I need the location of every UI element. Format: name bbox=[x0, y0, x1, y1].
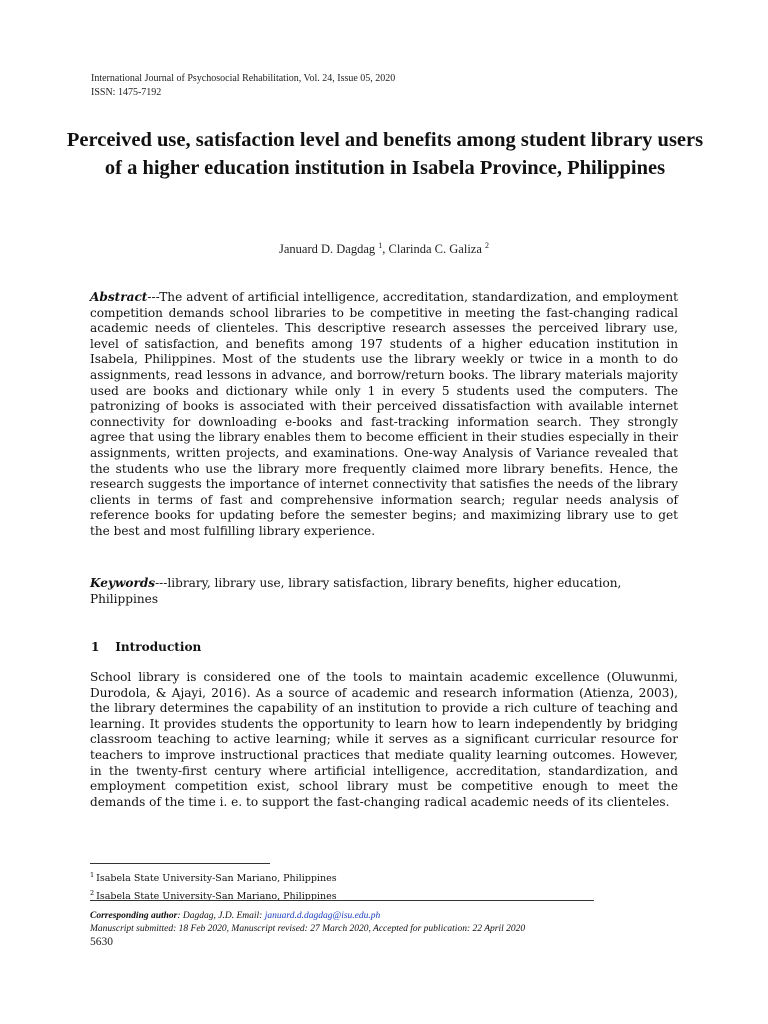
footnote-1 bbox=[90, 868, 337, 886]
abstract-label: Abstract bbox=[90, 290, 148, 304]
author-line bbox=[0, 241, 768, 257]
section-heading-introduction bbox=[91, 640, 201, 654]
corresponding-author-label: Corresponding author bbox=[90, 911, 178, 921]
corresponding-email-link[interactable]: januard.d.dagdag@isu.edu.ph bbox=[264, 911, 381, 921]
author-1-name: Januard D. Dagdag bbox=[278, 242, 376, 256]
abstract bbox=[90, 290, 678, 540]
author-2-name: Clarinda C. Galiza bbox=[388, 242, 482, 256]
corresponding-author-text: : Dagdag, J.D. Email: bbox=[177, 911, 265, 921]
introduction-paragraph: School library is considered one of the tools to maintain academic excellence (Oluwunmi, Durodola, & Ajayi, 2016). As a source of academic and research information (Atienza, 2003), the library determines the capability of an institution to provide a rich culture of teaching and learning. It provides students the opportunity to learn how to learn independently by bridging classroom teaching to active learning; while it serves as a significant curricular resource for teachers to improve instructional practices that mediate quality learning outcomes. However, in the twenty-first century where artificial intelligence, accreditation, standardization, and employment competition exist, school library must be competitive enough to meet the demands of the time i. e. to support the fast-changing radical academic needs of its clienteles. bbox=[90, 670, 678, 809]
section-title: Introduction bbox=[115, 640, 202, 654]
footnote-text: Isabela State University-San Mariano, Philippines bbox=[96, 873, 337, 884]
footnote-text: Isabela State University-San Mariano, Philippines bbox=[96, 891, 337, 902]
author-separator: , bbox=[382, 242, 386, 256]
journal-header bbox=[91, 72, 395, 100]
footnote-mark: 1 bbox=[90, 871, 95, 879]
author-2-affiliation-mark: 2 bbox=[485, 241, 490, 250]
keywords-text: ---library, library use, library satisfaction, library benefits, higher education, Philippines bbox=[90, 576, 622, 606]
corresponding-author-info bbox=[90, 910, 525, 936]
author-1-affiliation-mark: 1 bbox=[378, 241, 383, 250]
footer-divider bbox=[90, 900, 594, 901]
keywords bbox=[90, 576, 678, 607]
journal-issn: ISSN: 1475-7192 bbox=[91, 87, 162, 98]
footnote-2 bbox=[90, 886, 337, 904]
section-number: 1 bbox=[91, 640, 100, 654]
corresponding-author-line bbox=[90, 910, 525, 923]
journal-citation: International Journal of Psychosocial Rehabilitation, Vol. 24, Issue 05, 2020 bbox=[91, 73, 396, 84]
abstract-text: ---The advent of artificial intelligence, accreditation, standardization, and employment competition demands school libraries to be competitive in meeting the fast-changing radical academic needs of clienteles. This descriptive research assesses the perceived library use, level of satisfaction, and benefits among 197 students of a higher education institution in Isabela, Philippines. Most of the students use the library weekly or twice in a month to do assignments, read lessons in advance, and borrow/return books. The library materials majority used are books and dictionary while only 1 in every 5 students used the computers. The patronizing of books is associated with their perceived dissatisfaction with available internet connectivity for downloading e-books and fast-tracking information search. They strongly agree that using the library enables them to become efficient in their studies especially in their assignments, written projects, and examinations. One-way Analysis of Variance revealed that the students who use the library more frequently claimed more library benefits. Hence, the research suggests the importance of internet connectivity that satisfies the needs of the library clients in terms of fast and comprehensive information search; regular needs analysis of reference books for updating before the semester begins; and maximizing library use to get the best and most fulfilling library experience. bbox=[90, 290, 678, 538]
paper-title: Perceived use, satisfaction level and benefits among student library users of a higher education institution in Isabela Province, Philippines bbox=[66, 129, 704, 179]
page-number: 5630 bbox=[90, 936, 113, 948]
keywords-label: Keywords bbox=[90, 576, 156, 590]
footnote-divider bbox=[90, 863, 270, 864]
footnote-mark: 2 bbox=[90, 889, 95, 897]
footnotes bbox=[90, 868, 337, 904]
manuscript-dates: Manuscript submitted: 18 Feb 2020, Manuscript revised: 27 March 2020, Accepted for publication: 22 April 2020 bbox=[90, 924, 526, 934]
